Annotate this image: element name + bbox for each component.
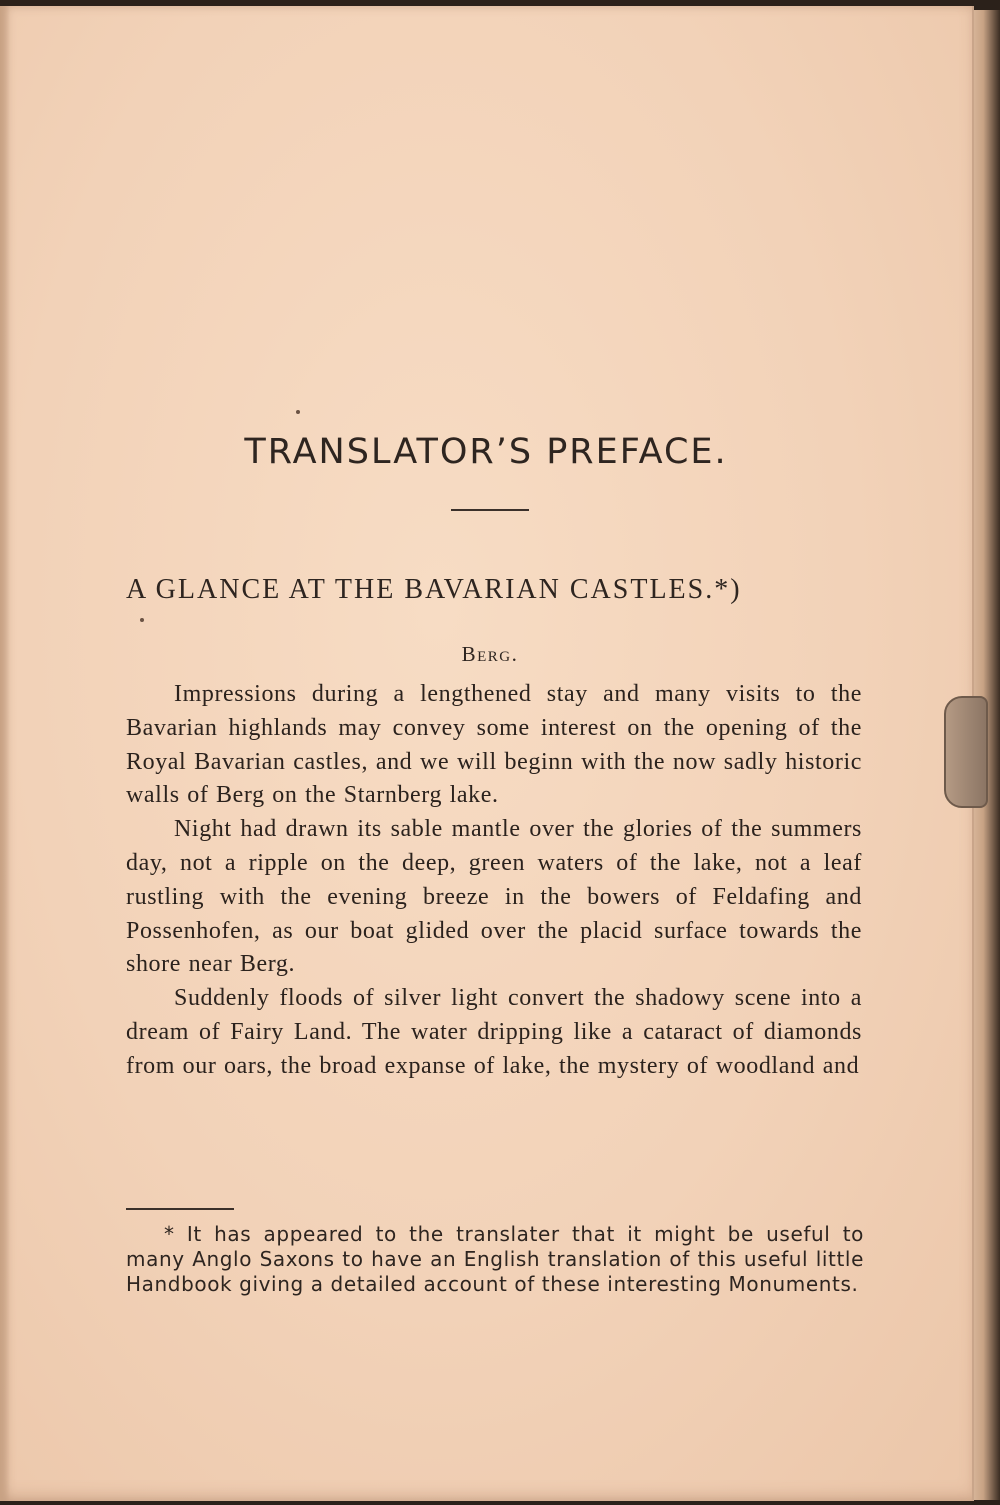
section-heading: Berg.	[461, 642, 519, 666]
footnote: * It has appeared to the translater that it might be useful to many Anglo Saxons to have an English translation of this useful little Handbook giving a detailed account of these interesting Monuments.	[126, 1222, 864, 1296]
paragraph: Impressions during a lengthened stay and many visits to the Bavarian highlands may convey some interest on the opening of the Royal Bavarian castles, and we will beginn with the now sadly historic walls of Berg on the Starnberg lake.	[126, 681, 862, 809]
ink-speck	[296, 410, 300, 414]
chapter-subtitle: A GLANCE AT THE BAVARIAN CASTLES.*)	[126, 574, 742, 605]
page-binding	[0, 6, 10, 1501]
footnote-divider	[126, 1208, 234, 1210]
ink-speck	[140, 618, 144, 622]
body-text	[126, 678, 862, 1084]
page-tab	[944, 696, 988, 808]
page-title: TRANSLATOR’S PREFACE.	[244, 432, 728, 472]
paragraph: Suddenly floods of silver light convert the shadowy scene into a dream of Fairy Land. The water dripping like a cataract of diamonds from our oars, the broad expanse of lake, the mystery of woodland and	[126, 985, 862, 1079]
paragraph: Night had drawn its sable mantle over the glories of the summers day, not a ripple on the deep, green waters of the lake, not a leaf rustling with the evening breeze in the bowers of Feldafing and Possenhofen, as our boat glided over the placid surface towards the shore near Berg.	[126, 816, 862, 978]
title-divider	[451, 509, 529, 511]
